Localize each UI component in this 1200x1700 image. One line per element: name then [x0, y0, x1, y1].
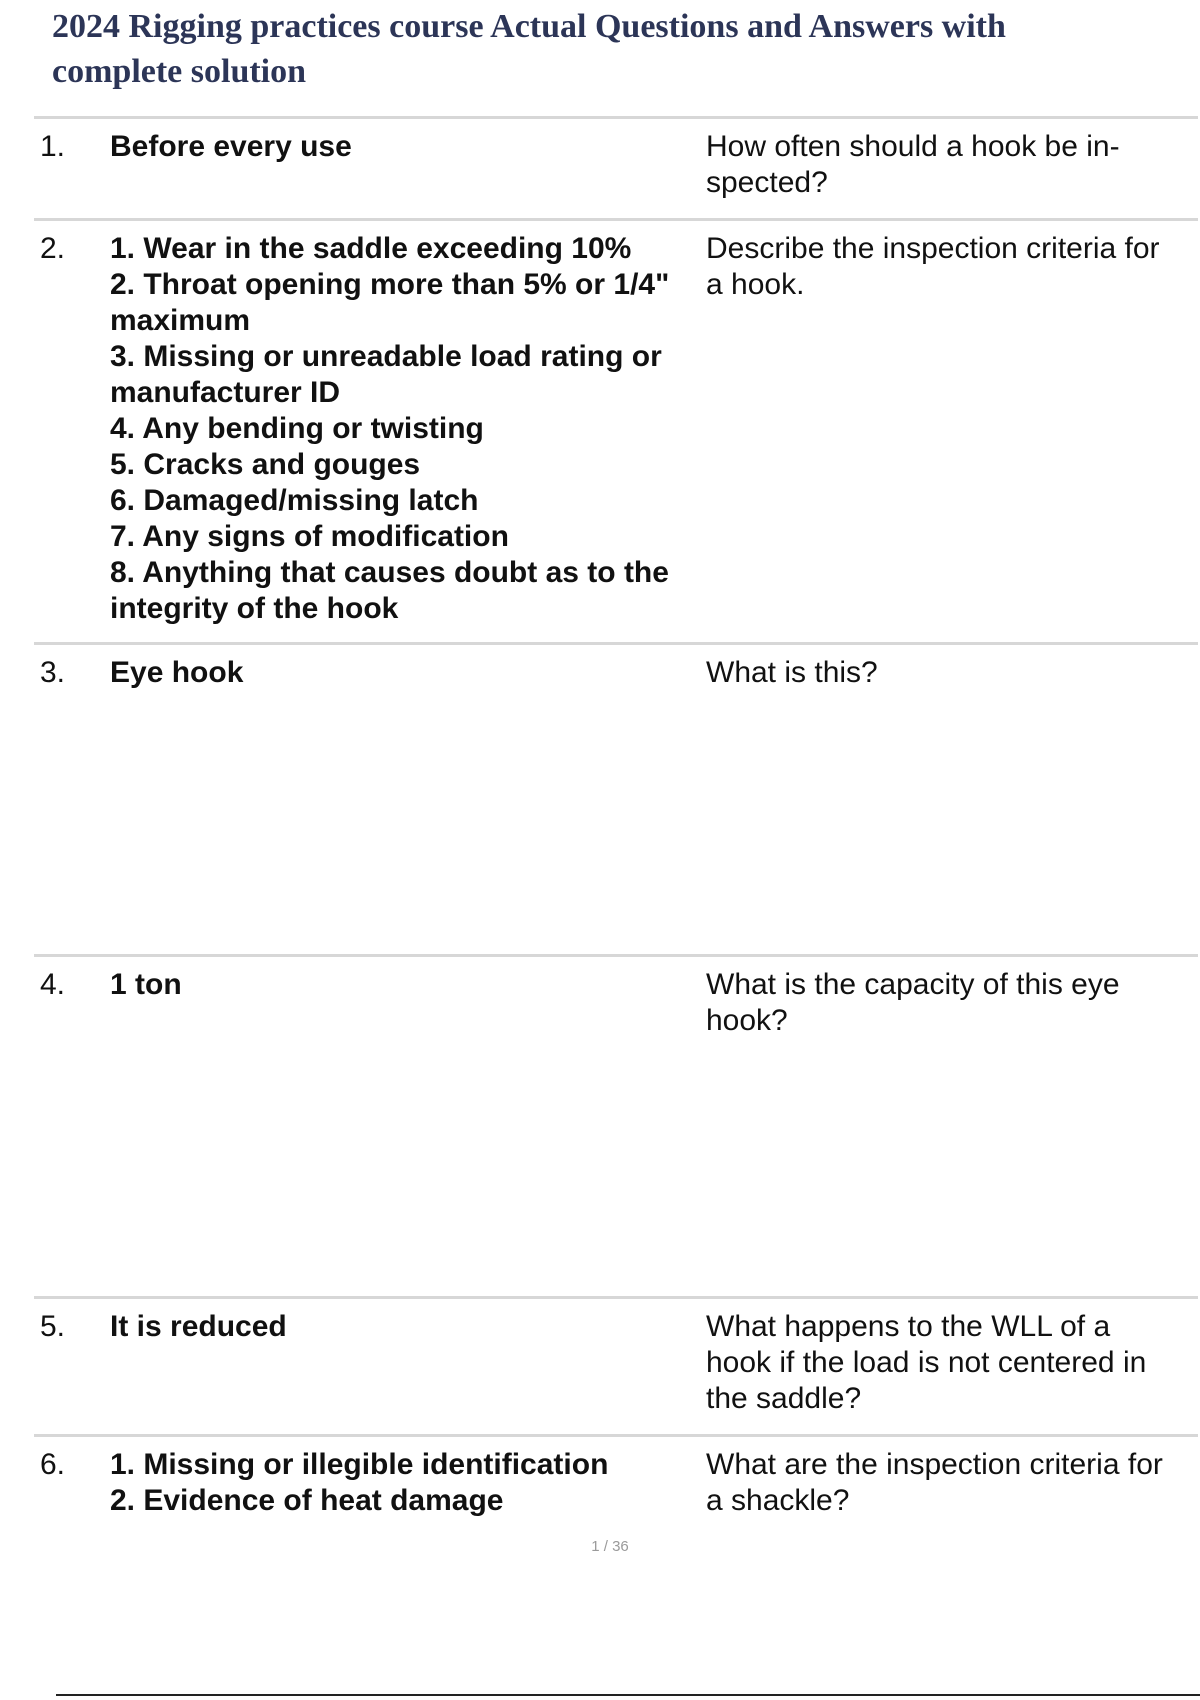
document-title-line: 2024 Rigging practices course Actual Questions and Answers with	[52, 8, 1006, 45]
answer-line: 1. Missing or illegible identification	[110, 1448, 609, 1481]
question-line: a shackle?	[706, 1484, 850, 1517]
question-line: a hook.	[706, 268, 805, 301]
question-line: the saddle?	[706, 1382, 862, 1415]
question-line: How often should a hook be in-	[706, 130, 1120, 163]
card-row-5	[34, 1296, 1198, 1437]
card-question	[706, 1447, 1186, 1519]
card-question	[706, 129, 1186, 201]
answer-line: integrity of the hook	[110, 592, 399, 625]
card-answer	[110, 231, 710, 627]
card-number: 5.	[40, 1310, 66, 1343]
document-title	[52, 4, 1172, 94]
answer-line: It is reduced	[110, 1310, 287, 1343]
answer-line: 7. Any signs of modification	[110, 520, 509, 553]
answer-line: Eye hook	[110, 656, 244, 689]
answer-line: 6. Damaged/missing latch	[110, 484, 479, 517]
answer-line: 1. Wear in the saddle exceeding 10%	[110, 232, 632, 265]
question-line: hook if the load is not centered in	[706, 1346, 1147, 1379]
footer-divider	[56, 1694, 1200, 1696]
answer-line: 5. Cracks and gouges	[110, 448, 421, 481]
card-answer	[110, 129, 710, 165]
card-number: 3.	[40, 656, 66, 689]
answer-line: 4. Any bending or twisting	[110, 412, 484, 445]
card-number: 4.	[40, 968, 66, 1001]
question-line: What are the inspection criteria for	[706, 1448, 1163, 1481]
card-number: 6.	[40, 1448, 66, 1481]
card-row-2	[34, 218, 1198, 645]
page-indicator: 1 / 36	[591, 1538, 629, 1555]
card-answer	[110, 967, 710, 1003]
card-question	[706, 231, 1186, 303]
answer-line: 8. Anything that causes doubt as to the	[110, 556, 669, 589]
question-line: What is this?	[706, 656, 878, 689]
card-row-1	[34, 116, 1198, 221]
question-line: hook?	[706, 1004, 788, 1037]
card-row-4	[34, 954, 1198, 1299]
card-row-6	[34, 1434, 1198, 1537]
question-line: Describe the inspection criteria for	[706, 232, 1160, 265]
card-question	[706, 967, 1186, 1039]
card-question	[706, 655, 1186, 691]
answer-line: Before every use	[110, 130, 352, 163]
answer-line: 2. Evidence of heat damage	[110, 1484, 504, 1517]
answer-line: manufacturer ID	[110, 376, 341, 409]
answer-line: 2. Throat opening more than 5% or 1/4"	[110, 268, 670, 301]
question-line: What is the capacity of this eye	[706, 968, 1120, 1001]
card-answer	[110, 655, 710, 691]
card-answer	[110, 1447, 710, 1519]
card-question	[706, 1309, 1186, 1417]
card-number: 1.	[40, 130, 66, 163]
question-line: spected?	[706, 166, 828, 199]
document-title-line: complete solution	[52, 53, 307, 90]
answer-line: 3. Missing or unreadable load rating or	[110, 340, 662, 373]
answer-line: maximum	[110, 304, 251, 337]
card-number: 2.	[40, 232, 66, 265]
card-answer	[110, 1309, 710, 1345]
question-line: What happens to the WLL of a	[706, 1310, 1111, 1343]
answer-line: 1 ton	[110, 968, 182, 1001]
card-row-3	[34, 642, 1198, 957]
